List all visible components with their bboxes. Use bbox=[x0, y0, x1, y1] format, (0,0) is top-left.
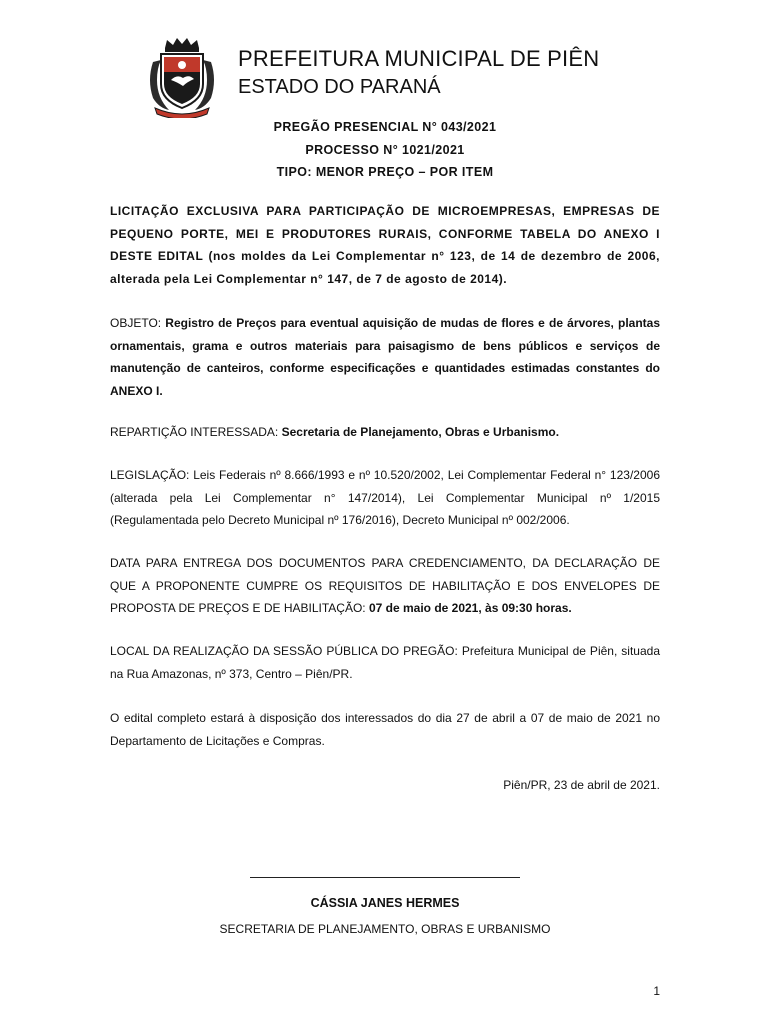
signatory-name: CÁSSIA JANES HERMES bbox=[310, 896, 460, 910]
date-place: Piên/PR, 23 de abril de 2021. bbox=[503, 778, 660, 792]
reparticao-label: REPARTIÇÃO INTERESSADA: bbox=[110, 425, 282, 439]
reparticao-text: Secretaria de Planejamento, Obras e Urbanismo. bbox=[281, 425, 560, 439]
municipal-coat-of-arms bbox=[147, 38, 217, 118]
header-subtitle: ESTADO DO PARANÁ bbox=[238, 76, 441, 98]
page-number: 1 bbox=[653, 984, 660, 998]
data-entrega-text: 07 de maio de 2021, às 09:30 horas. bbox=[368, 601, 572, 615]
data-entrega-label: DATA PARA ENTREGA DOS DOCUMENTOS PARA CREDENCIAMENTO, DA DECLARAÇÃO DE QUE A PROPONENTE CUMPRE OS REQUISITOS DE HABILITAÇÃO E DOS ENVELOPES DE PROPOSTA DE PREÇOS E DE HABILITAÇÃO: bbox=[110, 556, 660, 615]
local-paragraph: LOCAL DA REALIZAÇÃO DA SESSÃO PÚBLICA DO PREGÃO: Prefeitura Municipal de Piên, situada na Rua Amazonas, nº 373, Centro – Piên/PR. bbox=[110, 644, 660, 681]
edital-paragraph: O edital completo estará à disposição dos interessados do dia 27 de abril a 07 de maio de 2021 no Departamento de Licitações e Compras. bbox=[110, 711, 660, 748]
objeto-paragraph bbox=[110, 312, 660, 402]
header-title: PREFEITURA MUNICIPAL DE PIÊN bbox=[238, 46, 600, 71]
reference-block bbox=[110, 116, 660, 184]
processo-number: PROCESSO N° 1021/2021 bbox=[305, 142, 465, 157]
pregao-number: PREGÃO PRESENCIAL N° 043/2021 bbox=[273, 120, 497, 134]
reparticao-paragraph bbox=[110, 421, 660, 444]
signatory-role: SECRETARIA DE PLANEJAMENTO, OBRAS E URBANISMO bbox=[219, 922, 551, 936]
objeto-label: OBJETO: bbox=[110, 316, 166, 330]
licitacao-paragraph: LICITAÇÃO EXCLUSIVA PARA PARTICIPAÇÃO DE MICROEMPRESAS, EMPRESAS DE PEQUENO PORTE, MEI E PRODUTORES RURAIS, CONFORME TABELA DO ANEXO I DESTE EDITAL (nos moldes da Lei Complementar n° 123, de 14 de dezembro de 2006, alterada pela Lei Complementar n° 147, de 7 de agosto de 2014). bbox=[110, 204, 660, 286]
data-entrega-paragraph bbox=[110, 552, 660, 620]
signature-line bbox=[250, 877, 520, 878]
tipo-licitacao: TIPO: MENOR PREÇO – POR ITEM bbox=[276, 165, 494, 179]
legislacao-paragraph: LEGISLAÇÃO: Leis Federais nº 8.666/1993 e nº 10.520/2002, Lei Complementar Federal n° 123/2006 (alterada pela Lei Complementar n° 147/2014), Lei Complementar Municipal nº 1/2015 (Regulamentada pelo Decreto Municipal nº 176/2016), Decreto Municipal nº 002/2006. bbox=[110, 468, 660, 527]
objeto-text: Registro de Preços para eventual aquisição de mudas de flores e de árvores, plantas ornamentais, grama e outros materiais para paisagismo de bens públicos e serviços de manutenção de canteiros, conforme especificações e quantidades estimadas constantes do ANEXO I. bbox=[110, 316, 660, 398]
